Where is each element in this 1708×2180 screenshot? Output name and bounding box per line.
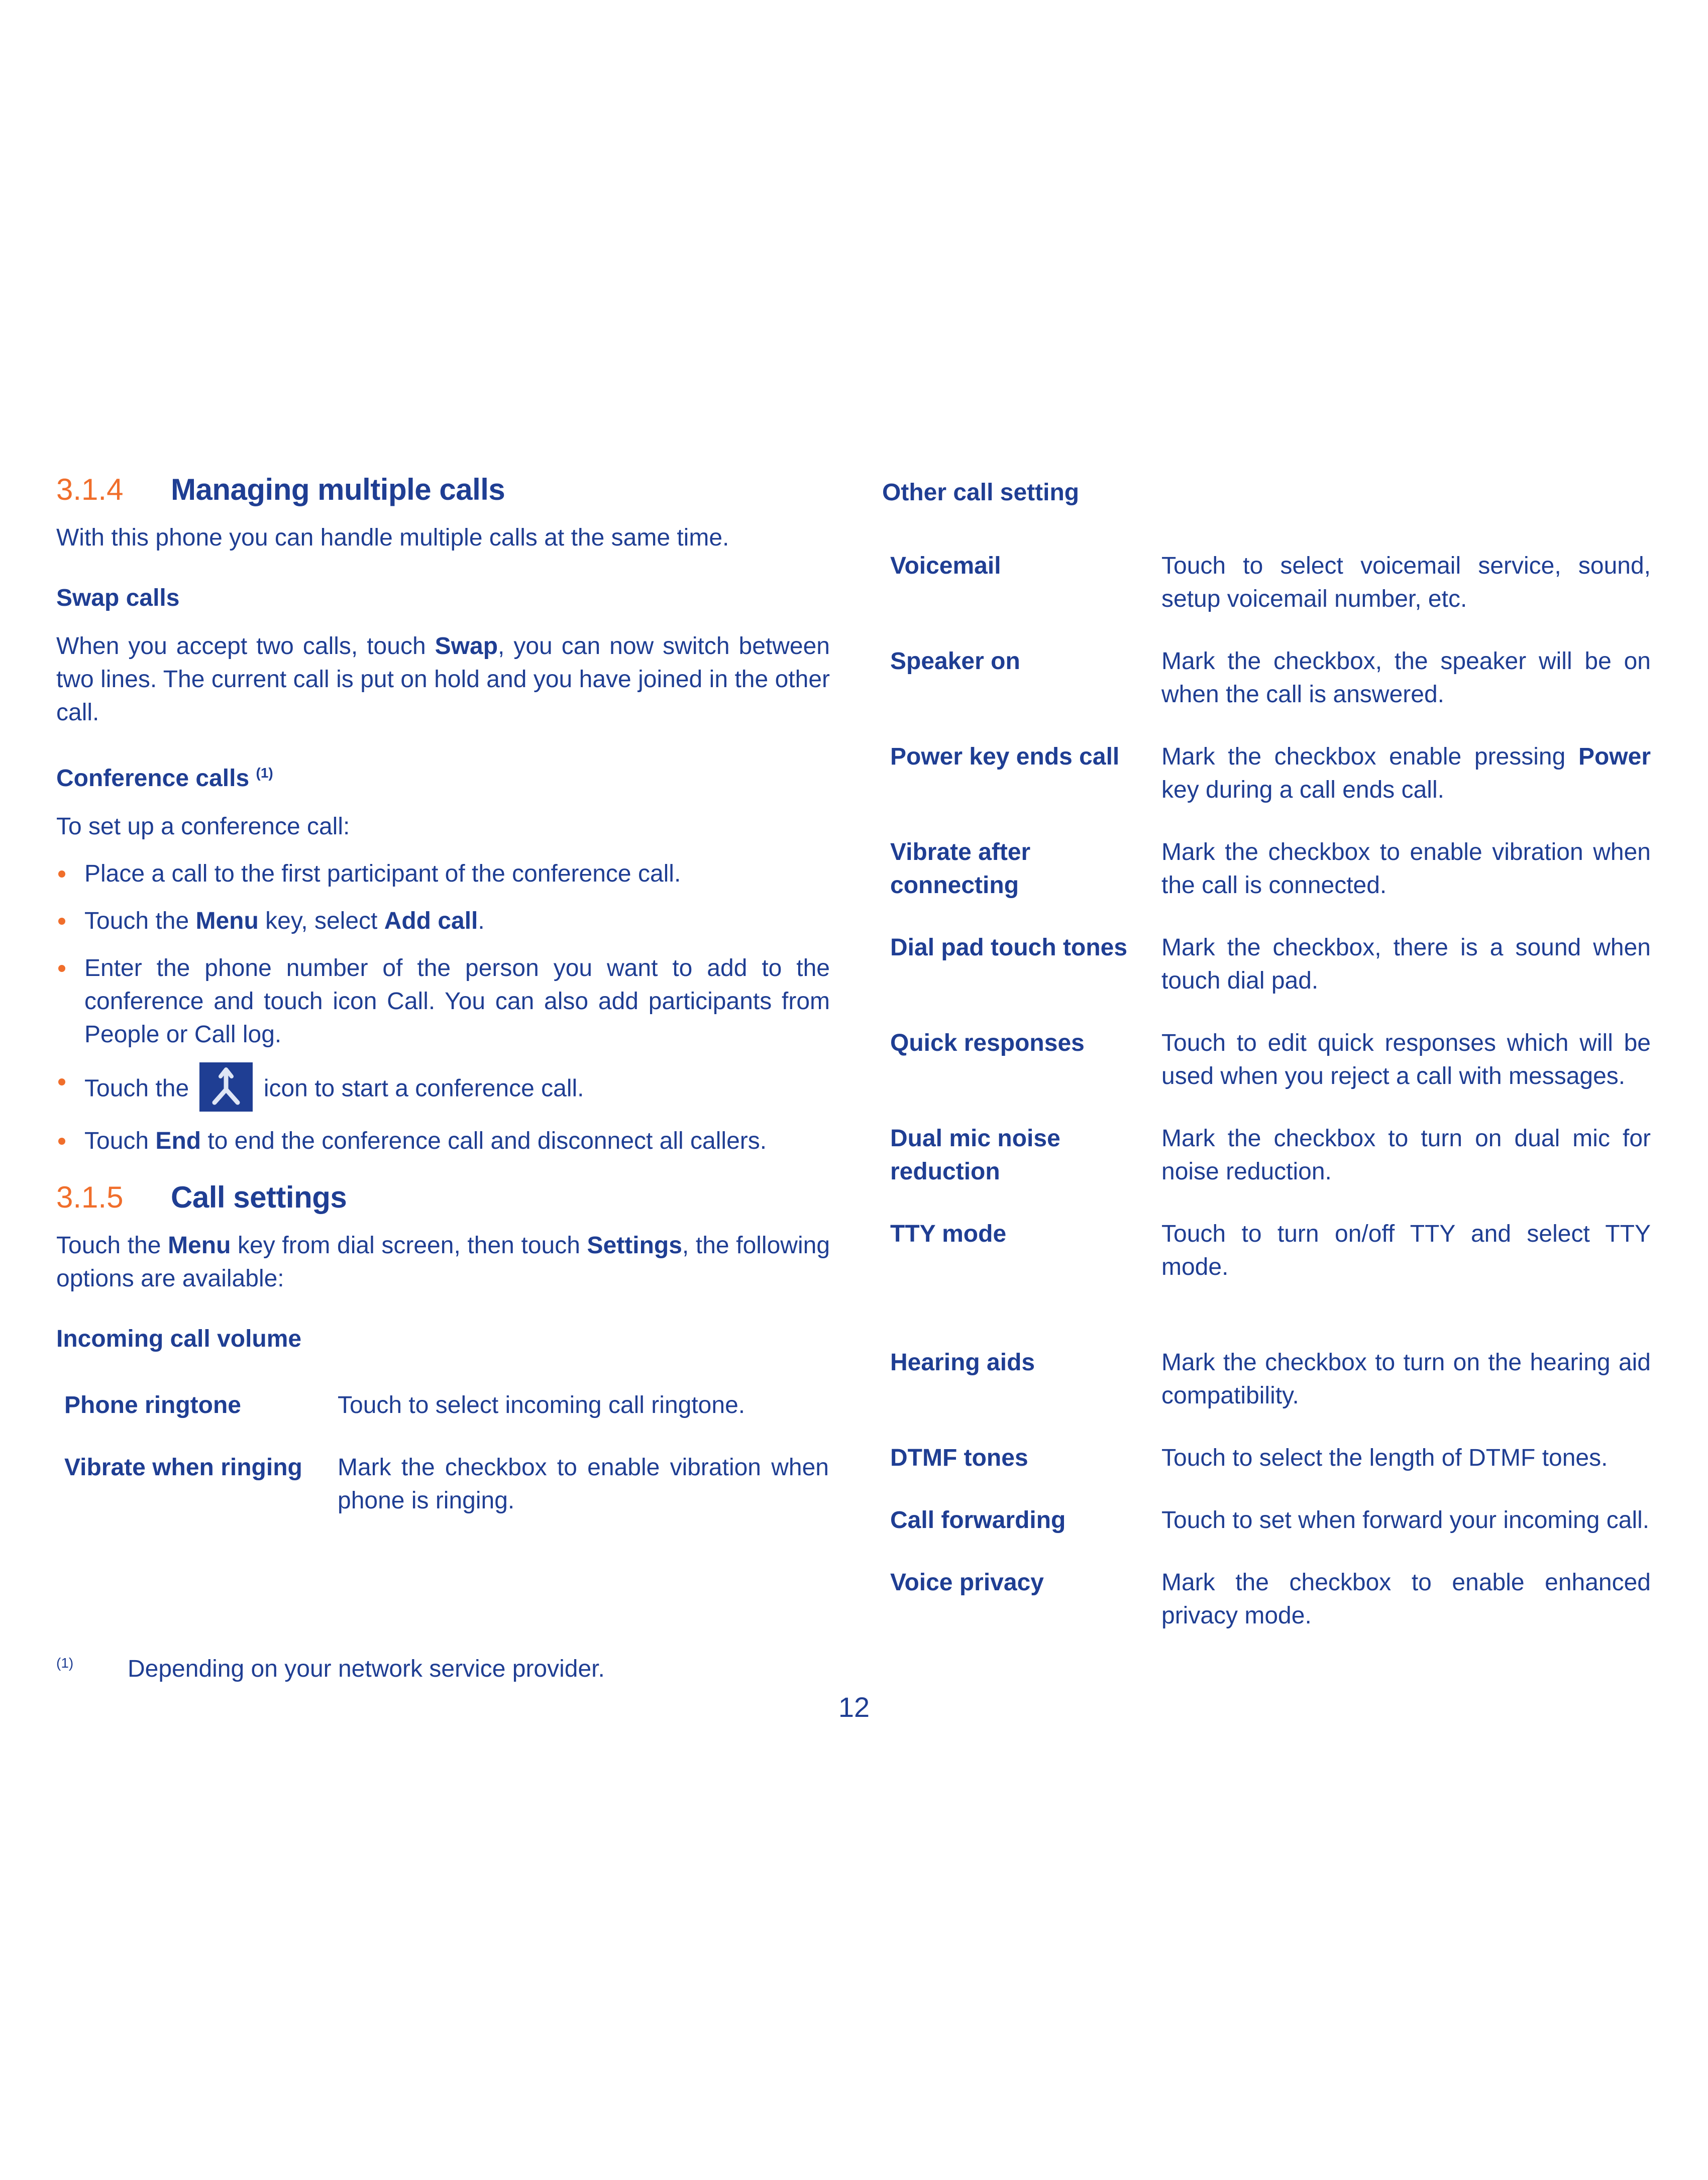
intro-paragraph: With this phone you can handle multiple calls at the same time.	[56, 524, 729, 551]
setting-description: Touch to select incoming call ringtone.	[338, 1392, 745, 1419]
setting-name: Dial pad touch tones	[890, 934, 1128, 961]
left-column	[56, 472, 830, 1517]
text-run: Mark the checkbox enable pressing	[1161, 743, 1578, 770]
setting-name: Call forwarding	[890, 1507, 1066, 1534]
end-keyword: End	[155, 1128, 201, 1154]
text-run: Touch the	[84, 1075, 196, 1102]
table-row	[890, 616, 1651, 711]
footnote-text: Depending on your network service provider.	[128, 1656, 605, 1682]
text-run: , the following options are available:	[56, 1232, 830, 1292]
setting-description: Mark the checkbox to enable vibration when phone is ringing.	[338, 1454, 829, 1514]
setting-description: Touch to edit quick responses which will be used when you reject a call with messages.	[1161, 1030, 1651, 1089]
setting-description: Touch to select voicemail service, sound, setup voicemail number, etc.	[1161, 553, 1651, 612]
footnote	[56, 1653, 605, 1686]
setting-name: Voicemail	[890, 553, 1001, 579]
setting-description: Touch to select the length of DTMF tones.	[1161, 1445, 1608, 1471]
text-run: key during a call ends call.	[1161, 777, 1444, 803]
setting-description: Mark the checkbox to turn on the hearing aid compatibility.	[1161, 1349, 1651, 1409]
other-call-setting-table	[890, 550, 1651, 1632]
table-row	[890, 550, 1651, 616]
power-keyword: Power	[1578, 743, 1651, 770]
setting-name: DTMF tones	[890, 1445, 1028, 1471]
table-row	[890, 998, 1651, 1093]
footnote-marker: (1)	[256, 765, 273, 781]
text-run: .	[478, 908, 485, 934]
setting-name: Quick responses	[890, 1030, 1085, 1056]
right-column	[882, 472, 1651, 1632]
section-number: 3.1.5	[56, 1180, 124, 1214]
page-number: 12	[838, 1691, 870, 1723]
conference-steps-list	[56, 857, 830, 1158]
text-run: icon to start a conference call.	[257, 1075, 584, 1102]
text-run: Vibrate after	[890, 839, 1031, 865]
text-run: Dual mic noise	[890, 1125, 1060, 1152]
table-row	[890, 1412, 1651, 1475]
section-number: 3.1.4	[56, 473, 124, 506]
table-row	[64, 1422, 829, 1517]
list-item	[56, 905, 830, 938]
setting-description: Touch to set when forward your incoming call.	[1161, 1507, 1650, 1534]
setting-name: Voice privacy	[890, 1569, 1044, 1596]
bullet-dot-icon	[58, 1138, 65, 1145]
section-3-1-5-heading	[56, 1180, 830, 1230]
text-run: Touch the	[56, 1232, 168, 1259]
list-item	[56, 952, 830, 1051]
setting-name: Phone ringtone	[64, 1392, 241, 1419]
setting-name: TTY mode	[890, 1221, 1007, 1247]
bullet-dot-icon	[58, 965, 65, 972]
setting-description: Mark the checkbox to enable enhanced privacy mode.	[1161, 1569, 1651, 1629]
text-run: Touch	[84, 1128, 156, 1154]
bullet-dot-icon	[58, 918, 65, 925]
setting-description: Mark the checkbox, there is a sound when touch dial pad.	[1161, 934, 1651, 994]
swap-calls-heading: Swap calls	[56, 585, 180, 611]
table-row	[890, 1475, 1651, 1537]
table-row	[890, 807, 1651, 902]
menu-keyword: Menu	[168, 1232, 231, 1259]
list-item	[56, 1065, 830, 1115]
text-run: , you can now switch between two lines. The current call is put on hold and you have joined in the other call.	[56, 633, 830, 726]
list-item	[56, 1125, 830, 1158]
setting-name: Speaker on	[890, 648, 1020, 675]
setting-description: Mark the checkbox, the speaker will be on when the call is answered.	[1161, 648, 1651, 708]
text-run: reduction	[890, 1158, 1000, 1185]
bullet-dot-icon	[58, 870, 65, 878]
setting-name: Power key ends call	[890, 743, 1120, 770]
settings-intro	[56, 1229, 830, 1295]
incoming-call-volume-table	[64, 1389, 829, 1517]
setting-name: Hearing aids	[890, 1349, 1035, 1376]
menu-keyword: Menu	[195, 908, 259, 934]
setting-description	[1161, 711, 1651, 807]
section-title: Managing multiple calls	[171, 473, 505, 506]
table-row	[890, 1537, 1651, 1632]
text-run: to end the conference call and disconnect all callers.	[201, 1128, 767, 1154]
bullet-dot-icon	[58, 1078, 65, 1085]
text-run: key, select	[258, 908, 384, 934]
conference-calls-heading	[56, 756, 830, 795]
list-item	[56, 857, 830, 891]
setting-description: Mark the checkbox to enable vibration when the call is connected.	[1161, 839, 1651, 899]
table-row	[890, 1284, 1651, 1412]
footnote-marker: (1)	[56, 1655, 74, 1671]
bullet-text: Enter the phone number of the person you want to add to the conference and touch icon Call. You can also add participants from People or Call log.	[84, 955, 830, 1048]
swap-calls-paragraph	[56, 630, 830, 729]
incoming-call-volume-heading: Incoming call volume	[56, 1326, 302, 1352]
conference-intro: To set up a conference call:	[56, 813, 350, 840]
text-run: connecting	[890, 872, 1019, 899]
section-title: Call settings	[171, 1180, 347, 1214]
text-run: When you accept two calls, touch	[56, 633, 435, 660]
table-row	[890, 1093, 1651, 1188]
setting-description: Mark the checkbox to turn on dual mic for noise reduction.	[1161, 1125, 1651, 1185]
table-row	[64, 1389, 829, 1422]
swap-keyword: Swap	[435, 633, 498, 660]
setting-name: Vibrate when ringing	[64, 1454, 302, 1481]
table-row	[890, 902, 1651, 998]
merge-calls-icon	[199, 1062, 253, 1112]
setting-name	[890, 807, 1161, 902]
bullet-text: Place a call to the first participant of the conference call.	[84, 860, 681, 887]
settings-keyword: Settings	[587, 1232, 682, 1259]
setting-name	[890, 1093, 1161, 1188]
table-row	[890, 1188, 1651, 1284]
text-run: key from dial screen, then touch	[231, 1232, 587, 1259]
table-row	[890, 711, 1651, 807]
add-call-keyword: Add call	[384, 908, 478, 934]
section-3-1-4-heading	[56, 472, 830, 522]
other-call-setting-heading: Other call setting	[882, 479, 1080, 506]
heading-text: Conference calls	[56, 765, 250, 792]
setting-description: Touch to turn on/off TTY and select TTY mode.	[1161, 1221, 1651, 1280]
text-run: Touch the	[84, 908, 196, 934]
